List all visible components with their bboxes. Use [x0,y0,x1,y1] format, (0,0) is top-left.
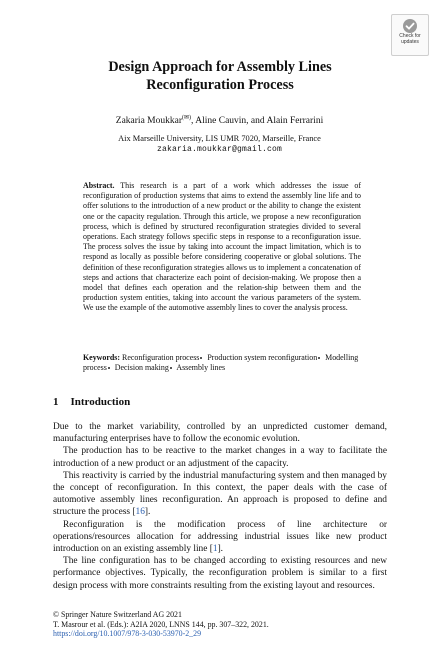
paragraph: The line configuration has to be changed according to existing resources and new performance objectives. Typically, the reconfiguration problem is similar to a first design process with more constraints resulting from the existing layout and resources. [53,556,387,591]
paragraph: The production has to be reactive to the market changes in a way to facilitate the introduction of a new product or an adjustment of the capacity. [53,446,387,469]
section-heading-introduction [53,396,130,408]
keywords [83,353,361,373]
author-list [0,114,439,126]
corresponding-author-mark: (✉) [182,115,192,121]
abstract-text: This research is a part of a work which addresses the issue of reconfiguration of production systems that aims to extend the assembly line life and to offer solutions to the introduction of a new product or the ability to change the existent one or the capacity regulation. Through this article, we propose a new reconfiguration process, which is defined by structured reconfiguration strategies divided to several operations. Each strategy follows specific steps in response to a reconfiguration issue. The process solves the issue by taking into account the impact limitation, which is to respond as locally as possible before considering cooperative or global solutions. The definition of these reconfiguration strategies allows us to implement a concatenation of steps and actions that characterize each point of decision-making. We propose then a model that defines each operation and the relation-ship between them and the production system entities, taking into account the various parameters of the system. We use the example of the automotive assembly lines to cover the analysis process. [83,181,362,313]
doi-link[interactable]: https://doi.org/10.1007/978-3-030-53970-2_29 [53,629,202,639]
badge-label: Check for updates [399,33,421,45]
footer [53,610,387,639]
copyright: © Springer Nature Switzerland AG 2021 [53,610,182,619]
author-rest: , Aline Cauvin, and Alain Ferrarini [191,116,324,127]
paper-title: Design Approach for Assembly Lines Reconfiguration Process [108,59,332,93]
keyword: Decision making [114,363,169,373]
section-title: Introduction [70,396,131,408]
affiliation: Aix Marseille University, LIS UMR 7020, Marseille, France [118,134,321,143]
keyword: Assembly lines [176,363,226,373]
citation-link[interactable]: 16 [135,507,145,518]
abstract [83,181,361,314]
author-first: Zakaria Moukkar [115,116,182,127]
keyword: Reconfiguration process [122,353,200,362]
check-for-updates-badge[interactable] [391,14,429,56]
paragraph: Reconfiguration is the modification process of line architecture or operations/resources allocation for addressing industrial issues like new product introduction on an existing assembly line [1]. [53,519,387,555]
section-number: 1 [53,396,59,408]
citation-info: T. Masrour et al. (Eds.): A2IA 2020, LNNS 144, pp. 307–322, 2021. [53,619,269,629]
keyword: Production system reconfiguration [207,353,318,362]
keywords-label: Keywords: [83,353,121,362]
paragraph: Due to the market variability, controlled by an unpredicted customer demand, manufacturing enterprises have to follow the economic evolution. [53,422,387,445]
citation-link[interactable]: 1 [212,544,218,555]
abstract-label: Abstract. [83,181,115,190]
body-text [53,421,387,592]
paragraph: This reactivity is carried by the industrial manufacturing system and then managed by the concept of reconfiguration. In this context, the paper deals with the case of automotive assembly lines reconfiguration. An approach is proposed to define and structure the process [16]. [53,470,387,518]
keyword: Modelling process [83,353,359,373]
author-email[interactable]: zakaria.moukkar@gmail.com [156,145,283,154]
check-for-updates-icon [402,18,418,34]
